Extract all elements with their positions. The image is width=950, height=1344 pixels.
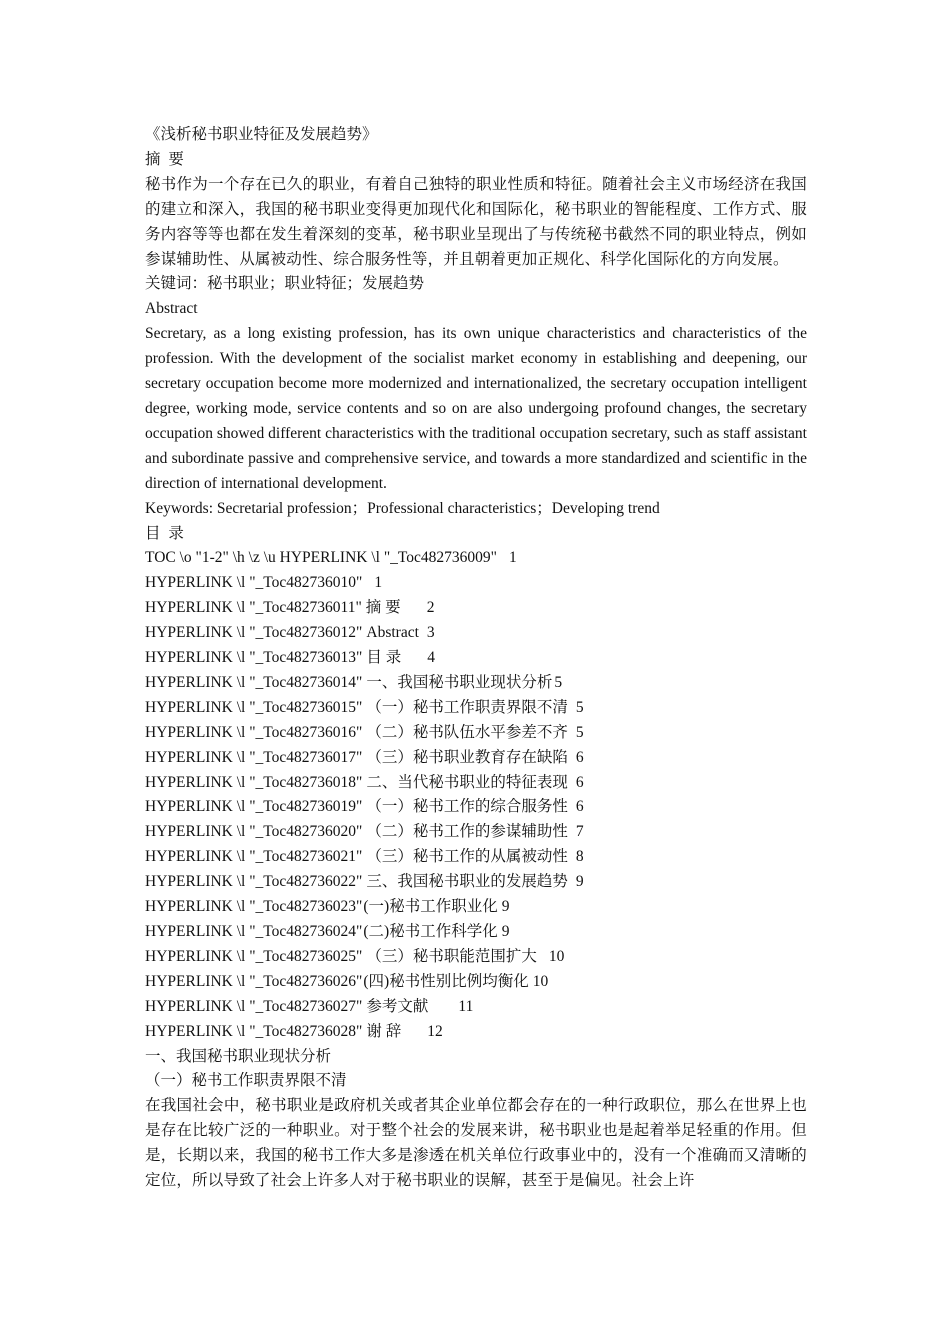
toc-entry-title: （三）秘书职业教育存在缺陷	[366, 748, 568, 766]
abstract-cn-body: 秘书作为一个存在已久的职业，有着自己独特的职业性质和特征。随着社会主义市场经济在我国的建立和深入，我国的秘书职业变得更加现代化和国际化，秘书职业的智能程度、工作方式、服务内容等等也都在发生着深刻的变革，秘书职业呈现出了与传统秘书截然不同的职业特点，例如参谋辅助性、从属被动性、综合服务性等，并且朝着更加正规化、科学化国际化的方向发展。	[145, 175, 807, 268]
toc-field-code: HYPERLINK \l "_Toc482736024"	[145, 923, 363, 940]
toc-entry[interactable]	[145, 596, 807, 621]
toc-entry-title: （一）秘书工作职责界限不清	[366, 698, 568, 716]
toc-entry[interactable]	[145, 820, 807, 845]
toc-entry[interactable]	[145, 571, 807, 596]
toc-entry[interactable]	[145, 895, 807, 920]
abstract-cn-heading: 摘 要	[145, 150, 186, 168]
toc-entry-title: （一）秘书工作的综合服务性	[366, 798, 568, 816]
section-heading: 一、我国秘书职业现状分析	[145, 1047, 332, 1065]
toc-field-code: HYPERLINK \l "_Toc482736018"	[145, 773, 363, 791]
toc-entry-page: 11	[458, 997, 474, 1015]
toc-entry-title: 二、当代秘书职业的特征表现	[366, 773, 568, 791]
toc-field-code: HYPERLINK \l "_Toc482736012"	[145, 624, 363, 642]
toc-field-code: HYPERLINK \l "_Toc482736022"	[145, 873, 363, 891]
toc-field-code: HYPERLINK \l "_Toc482736019"	[145, 798, 363, 816]
toc-entry-page: 12	[427, 1022, 443, 1040]
toc-entry[interactable]	[145, 771, 807, 796]
toc-entry-page: 5	[575, 723, 584, 741]
toc-entry[interactable]	[145, 920, 807, 945]
toc-entry-title: 谢 辞	[366, 1022, 402, 1040]
toc-field-code: HYPERLINK \l "_Toc482736017"	[145, 748, 363, 766]
toc-entry[interactable]	[145, 671, 807, 696]
table-of-contents	[145, 546, 807, 1044]
toc-entry[interactable]	[145, 621, 807, 646]
toc-entry-title: （二）秘书队伍水平参差不齐	[366, 723, 568, 741]
abstract-en-heading: Abstract	[145, 300, 198, 318]
toc-entry-page: 9	[501, 898, 510, 916]
toc-entry-page: 7	[575, 823, 584, 841]
toc-entry[interactable]	[145, 746, 807, 771]
document-page	[145, 123, 807, 1194]
toc-entry-page: 6	[575, 798, 584, 816]
keywords-en: Keywords: Secretarial profession；Professional characteristics；Developing trend	[145, 499, 660, 517]
toc-entry-title: （三）秘书工作的从属被动性	[366, 848, 568, 866]
toc-field-code: HYPERLINK \l "_Toc482736028"	[145, 1022, 363, 1040]
toc-entry-page: 1	[374, 574, 383, 592]
toc-entry-title: Abstract	[366, 624, 419, 642]
toc-entry-title: 参考文献	[366, 997, 429, 1015]
toc-field-code: HYPERLINK \l "_Toc482736011"	[145, 599, 362, 617]
abstract-en-body: Secretary, as a long existing profession, has its own unique characteristics and characteristics of the profession. With the development of the socialist market economy in establishing and deepening, our secretary occupation become more modernized and internationalized, the secretary occupation intelligent degree, working mode, service contents and so on are also undergoing profound changes, the secretary occupation showed different characteristics with the traditional occupation secretary, such as staff assistant and subordinate passive and comprehensive service, and towards a more standardized and scientific in the direction of international development.	[145, 325, 807, 492]
toc-entry-title: 摘 要	[365, 599, 401, 617]
toc-entry[interactable]	[145, 870, 807, 895]
toc-entry-title: (一)秘书工作职业化	[363, 898, 498, 916]
toc-entry-page: 6	[575, 773, 584, 791]
toc-field-code: TOC \o "1-2" \h \z \u HYPERLINK \l "_Toc482736009"	[145, 549, 498, 567]
toc-field-code: HYPERLINK \l "_Toc482736014"	[145, 673, 363, 691]
toc-entry-page: 9	[501, 923, 510, 940]
toc-entry-title: 三、我国秘书职业的发展趋势	[366, 873, 568, 891]
toc-entry[interactable]	[145, 970, 807, 995]
toc-entry[interactable]	[145, 945, 807, 970]
toc-field-code: HYPERLINK \l "_Toc482736015"	[145, 698, 363, 716]
keywords-cn: 关键词：秘书职业；职业特征；发展趋势	[145, 275, 425, 293]
toc-heading: 目 录	[145, 524, 186, 542]
toc-entry-title: 目 录	[366, 649, 402, 667]
toc-field-code: HYPERLINK \l "_Toc482736010"	[145, 574, 363, 592]
toc-entry-title: 一、我国秘书职业现状分析	[366, 673, 553, 691]
toc-entry-page: 2	[426, 599, 435, 617]
toc-entry[interactable]	[145, 721, 807, 746]
toc-entry-page: 10	[532, 972, 549, 990]
toc-field-code: HYPERLINK \l "_Toc482736025"	[145, 947, 363, 965]
toc-entry-title: (四)秘书性别比例均衡化	[363, 972, 529, 990]
toc-entry[interactable]	[145, 845, 807, 870]
toc-field-code: HYPERLINK \l "_Toc482736027"	[145, 997, 363, 1015]
toc-entry-page: 5	[554, 673, 563, 691]
toc-field-code: HYPERLINK \l "_Toc482736020"	[145, 823, 363, 841]
toc-entry-page: 5	[575, 698, 584, 716]
toc-entry[interactable]	[145, 995, 807, 1020]
toc-field-code: HYPERLINK \l "_Toc482736016"	[145, 723, 363, 741]
toc-entry[interactable]	[145, 696, 807, 721]
toc-field-code: HYPERLINK \l "_Toc482736026"	[145, 972, 363, 990]
toc-entry-title: （三）秘书职能范围扩大	[366, 947, 537, 965]
toc-field-code: HYPERLINK \l "_Toc482736021"	[145, 848, 363, 866]
subsection-heading: （一）秘书工作职责界限不清	[145, 1072, 347, 1090]
toc-entry-title: （二）秘书工作的参谋辅助性	[366, 823, 568, 841]
toc-entry[interactable]	[145, 646, 807, 671]
section-body: 在我国社会中，秘书职业是政府机关或者其企业单位都会存在的一种行政职位，那么在世界上也是存在比较广泛的一种职业。对于整个社会的发展来讲，秘书职业也是起着举足轻重的作用。但是，长期以来，我国的秘书工作大多是渗透在机关单位行政事业中的，没有一个准确而又清晰的定位，所以导致了社会上许多人对于秘书职业的误解，甚至于是偏见。社会上许	[145, 1097, 807, 1190]
toc-entry[interactable]	[145, 795, 807, 820]
toc-field-code: HYPERLINK \l "_Toc482736013"	[145, 649, 363, 667]
toc-entry[interactable]	[145, 546, 807, 571]
toc-entry-page: 1	[509, 549, 517, 567]
toc-entry-title: (二)秘书工作科学化	[363, 923, 498, 940]
toc-entry[interactable]	[145, 1020, 807, 1045]
toc-field-code: HYPERLINK \l "_Toc482736023"	[145, 898, 363, 916]
toc-entry-page: 10	[548, 947, 565, 965]
toc-entry-page: 9	[575, 873, 584, 891]
toc-entry-page: 8	[575, 848, 584, 866]
document-title: 《浅析秘书职业特征及发展趋势》	[145, 126, 378, 143]
toc-entry-page: 3	[426, 624, 435, 642]
toc-entry-page: 6	[575, 748, 584, 766]
toc-entry-page: 4	[427, 649, 436, 667]
